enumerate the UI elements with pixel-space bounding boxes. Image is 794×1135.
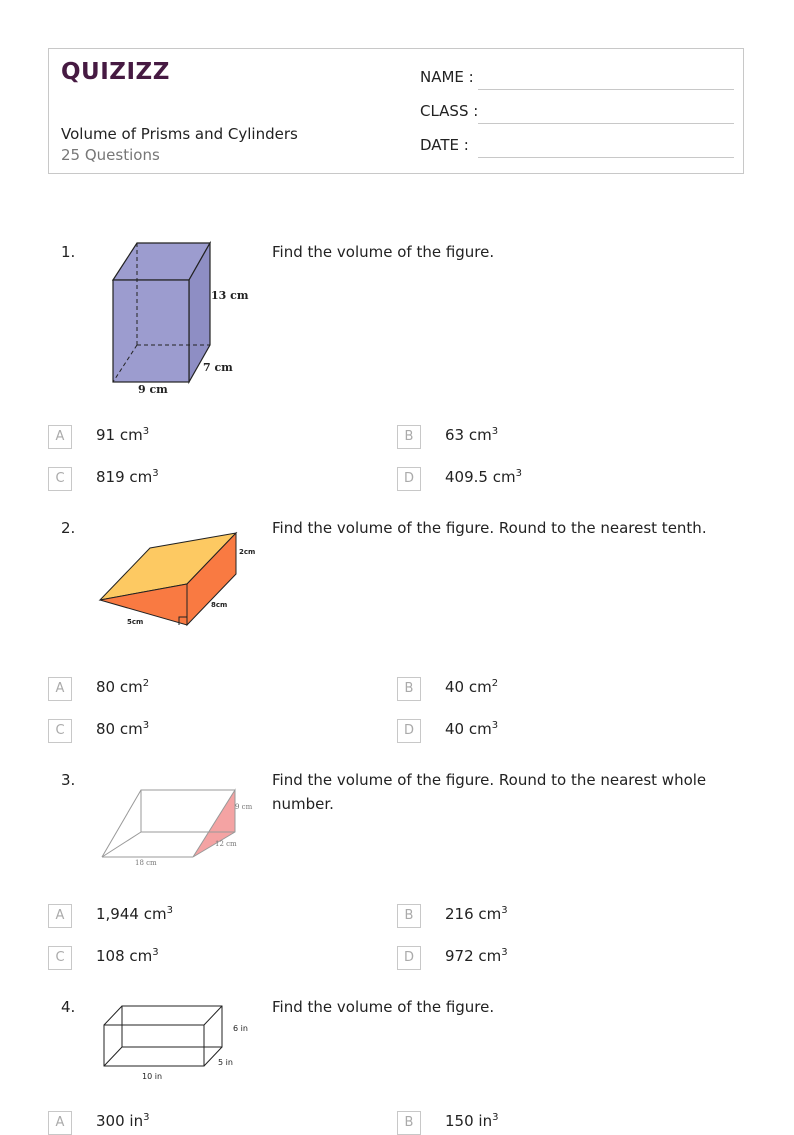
length-label: 8cm bbox=[211, 601, 228, 609]
option-letter: D bbox=[397, 467, 421, 491]
name-line bbox=[478, 89, 734, 90]
class-label: CLASS : bbox=[420, 102, 479, 120]
option-text: 80 $cm^2$ bbox=[96, 678, 150, 696]
option-letter: A bbox=[48, 677, 72, 701]
question-number: 4. bbox=[61, 998, 76, 1016]
name-label: NAME : bbox=[420, 68, 474, 86]
option-text: 150 $in^3$ bbox=[445, 1112, 499, 1130]
worksheet-header bbox=[48, 48, 744, 174]
question-count: 25 Questions bbox=[61, 146, 160, 164]
prism-front-face bbox=[113, 280, 189, 382]
question-text: Find the volume of the figure. bbox=[272, 243, 495, 261]
option-letter: B bbox=[397, 1111, 421, 1135]
length-label: 10 in bbox=[142, 1072, 163, 1081]
option-text: 1,944 $cm^3$ bbox=[96, 905, 173, 923]
question-text: Find the volume of the figure. Round to the nearest tenth. bbox=[272, 519, 707, 537]
triangular-prism-figure bbox=[95, 526, 260, 636]
option-text: 819 $cm^3$ bbox=[96, 468, 159, 486]
question-text: Find the volume of the figure. bbox=[272, 998, 495, 1016]
option-text: 108 $cm^3$ bbox=[96, 947, 159, 965]
rectangular-prism-figure bbox=[98, 1000, 258, 1085]
question-number: 1. bbox=[61, 243, 76, 261]
width-label: 5cm bbox=[127, 618, 144, 626]
worksheet-title: Volume of Prisms and Cylinders bbox=[61, 125, 298, 143]
option-text: 216 $cm^3$ bbox=[445, 905, 508, 923]
depth-label: 7 cm bbox=[203, 361, 233, 374]
option-letter: B bbox=[397, 677, 421, 701]
option-letter: C bbox=[48, 719, 72, 743]
date-label: DATE : bbox=[420, 136, 469, 154]
triangular-prism-figure bbox=[95, 783, 260, 873]
name-field[interactable] bbox=[420, 68, 734, 90]
question-text: Find the volume of the figure. Round to the nearest whole number. bbox=[272, 771, 707, 813]
height-label: 2cm bbox=[239, 548, 256, 556]
option-text: 80 $cm^3$ bbox=[96, 720, 150, 738]
question-number: 2. bbox=[61, 519, 76, 537]
prism-front-face bbox=[104, 1025, 204, 1066]
depth-label: 12 cm bbox=[215, 840, 237, 848]
quizizz-logo: QUIZIZZ bbox=[61, 59, 170, 85]
question-number: 3. bbox=[61, 771, 76, 789]
date-field[interactable] bbox=[420, 136, 734, 158]
prism-edge bbox=[102, 832, 141, 857]
option-letter: A bbox=[48, 1111, 72, 1135]
option-letter: A bbox=[48, 425, 72, 449]
width-label: 9 cm bbox=[138, 383, 168, 396]
prism-back-face bbox=[122, 1006, 222, 1047]
option-text: 40 $cm^2$ bbox=[445, 678, 499, 696]
option-letter: C bbox=[48, 946, 72, 970]
option-letter: D bbox=[397, 946, 421, 970]
option-text: 972 $cm^3$ bbox=[445, 947, 508, 965]
option-letter: C bbox=[48, 467, 72, 491]
prism-edge bbox=[204, 1006, 222, 1025]
rectangular-prism-figure bbox=[100, 240, 260, 400]
date-line bbox=[478, 157, 734, 158]
depth-label: 5 in bbox=[218, 1058, 233, 1067]
option-letter: B bbox=[397, 425, 421, 449]
option-text: 91 $cm^3$ bbox=[96, 426, 150, 444]
height-label: 6 in bbox=[233, 1024, 248, 1033]
option-letter: A bbox=[48, 904, 72, 928]
option-text: 63 $cm^3$ bbox=[445, 426, 499, 444]
height-label: 13 cm bbox=[211, 289, 249, 302]
option-text: 40 $cm^3$ bbox=[445, 720, 499, 738]
class-field[interactable] bbox=[420, 102, 734, 124]
class-line bbox=[478, 123, 734, 124]
height-label: 9 cm bbox=[235, 803, 253, 811]
prism-edge bbox=[104, 1047, 122, 1066]
option-text: 300 $in^3$ bbox=[96, 1112, 150, 1130]
prism-edge bbox=[104, 1006, 122, 1025]
length-label: 18 cm bbox=[135, 859, 157, 867]
option-letter: B bbox=[397, 904, 421, 928]
option-text: 409.5 $cm^3$ bbox=[445, 468, 522, 486]
option-letter: D bbox=[397, 719, 421, 743]
